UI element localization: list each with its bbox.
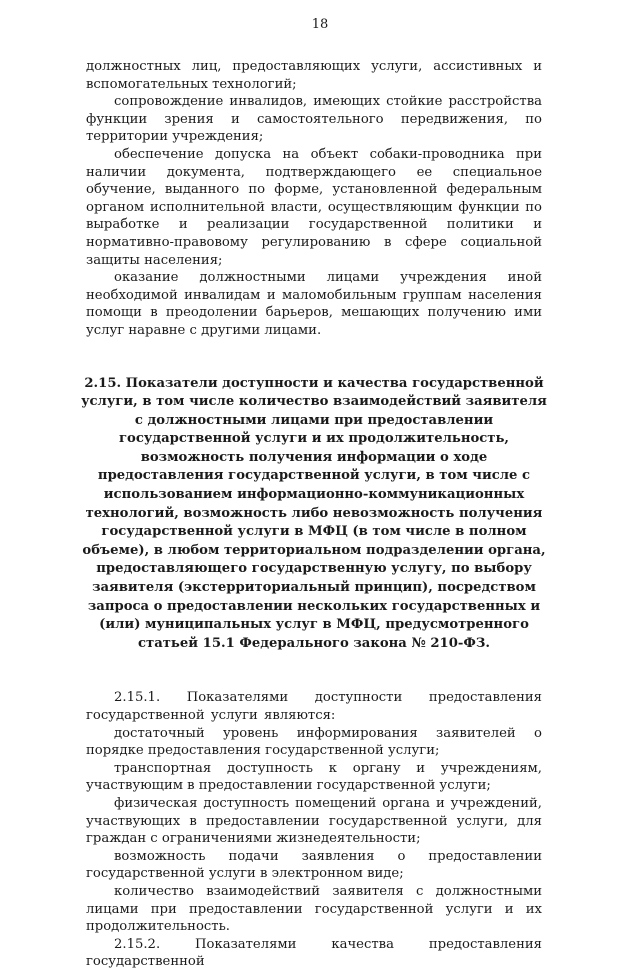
paragraph: должностных лиц, предоставляющих услуги, ассистивных и вспомогательных технологий;	[86, 59, 542, 92]
paragraph: обеспечение допуска на объект собаки-проводника при наличии документа, подтверждающего ее специальное обучение, выданного по форме, установленной федеральным органом исполнительной власти, осуществляющим функции по выработке и реализации государственной политики и нормативно-правовому регулированию в сфере социальной защиты населения;	[86, 146, 542, 268]
paragraph: 2.15.2. Показателями качества предоставления государственной	[86, 936, 542, 970]
page-number: 18	[311, 17, 329, 32]
paragraph: достаточный уровень информирования заявителей о порядке предоставления государственной услуги;	[86, 725, 542, 759]
paragraph: 2.15.1. Показателями доступности предоставления государственной услуги являются:	[86, 690, 542, 723]
paragraph: сопровождение инвалидов, имеющих стойкие расстройства функции зрения и самостоятельного передвижения, по территории учреждения;	[86, 94, 542, 145]
paragraph: оказание должностными лицами учреждения иной необходимой инвалидам и маломобильным группам населения помощи в преодолении барьеров, мешающих получению ими услуг наравне с другими лицами.	[86, 270, 542, 338]
paragraph: количество взаимодействий заявителя с должностными лицами при предоставлении государственной услуги и их продолжительность.	[86, 883, 542, 935]
section-heading: 2.15. Показатели доступности и качества государственной услуги, в том числе количество взаимодействий заявителя с должностными лицами при предоставлении государственной услуги и их продолжительность, возможность получения информации о ходе предоставления государственной услуги, в том числе с использованием информационно-коммуникационных технологий, возможность либо невозможность получения государственной услуги в МФЦ (в том числе в полном объеме), в любом территориальном подразделении органа, предоставляющего государственную услугу, по выбору заявителя (экстерриториальный принцип), посредством запроса о предоставлении нескольких государственных и (или) муниципальных услуг в МФЦ, предусмотренного статьей 15.1 Федерального закона № 210-ФЗ.	[81, 375, 547, 651]
paragraph: возможность подачи заявления о предоставлении государственной услуги в электронном виде;	[86, 848, 542, 882]
document-body	[81, 58, 547, 971]
paragraph: физическая доступность помещений органа и учреждений, участвующих в предоставлении государственной услуги, для граждан с ограничениями жизнедеятельности;	[86, 795, 542, 847]
paragraph: транспортная доступность к органу и учреждениям, участвующим в предоставлении государственной услуги;	[86, 760, 542, 794]
